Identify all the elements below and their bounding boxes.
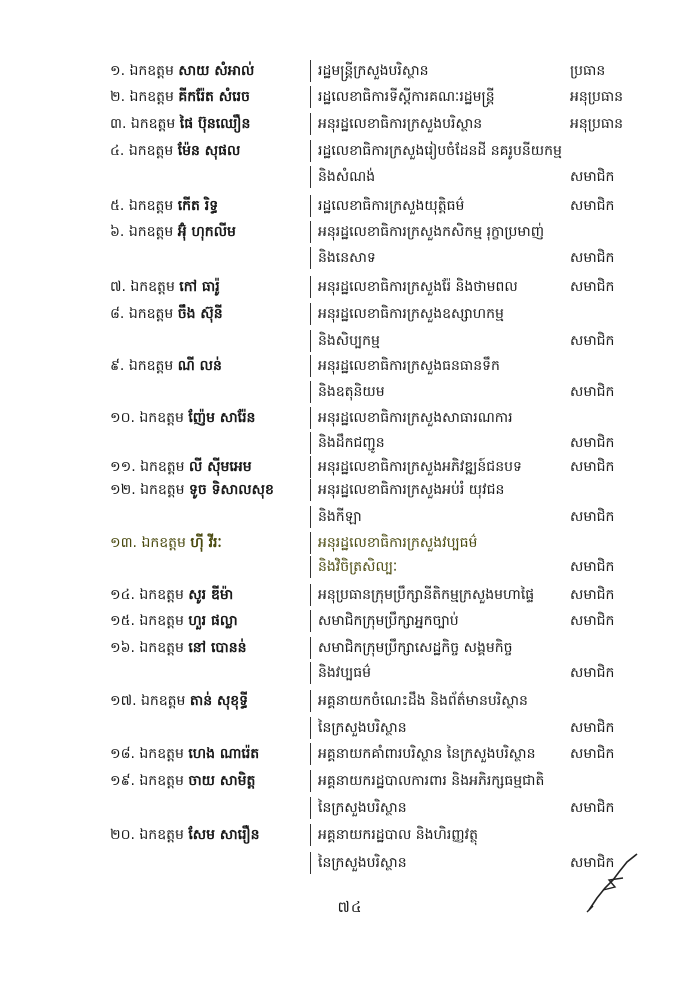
- member-name: ហេង ណារ៉េត: [188, 746, 260, 762]
- member-title-line: រដ្ឋលេខាធិការក្រសួងរៀបចំដែនដី នគរូបនីយកម្ម: [318, 143, 562, 159]
- member-number: ១៥.: [110, 613, 135, 629]
- member-title-line: សមាជិកក្រុមប្រឹក្សាអ្នកច្បាប់: [318, 613, 459, 629]
- member-name-cell: [110, 194, 305, 218]
- member-prefix: ឯកឧត្តម: [139, 613, 184, 629]
- member-title-line: និងវិចិត្រសិល្បៈ: [318, 559, 398, 575]
- member-prefix: ឯកឧត្តម: [128, 306, 174, 322]
- column-divider: [310, 60, 311, 82]
- member-title-line: អគ្គនាយករដ្ឋបាល និងហិរញ្ញវត្ថុ: [318, 827, 478, 843]
- column-divider: [310, 662, 311, 684]
- member-name: សាយ សំអាល់: [178, 63, 255, 79]
- page-number: ៧៤: [337, 898, 363, 916]
- column-divider: [310, 584, 311, 606]
- member-name-cell: [110, 478, 305, 502]
- member-role: អនុប្រធាន: [570, 89, 624, 105]
- member-role: សមាជិក: [570, 333, 615, 349]
- member-title-line: អនុរដ្ឋលេខាធិការក្រសួងអប់រំ យុវជន: [318, 482, 505, 498]
- member-title-line: នៃក្រសួងបរិស្ថាន: [318, 800, 407, 816]
- member-role: សមាជិក: [570, 250, 615, 266]
- column-divider: [310, 770, 311, 792]
- column-divider: [310, 717, 311, 739]
- member-number: ១៣.: [110, 535, 138, 551]
- member-name: កៅ ធារ៉ូ: [179, 279, 220, 295]
- column-divider: [310, 303, 311, 325]
- column-divider: [310, 140, 311, 162]
- member-name-cell: [110, 609, 305, 633]
- member-prefix: ឯកឧត្តម: [128, 143, 174, 159]
- member-prefix: ឯកឧត្តម: [139, 410, 184, 426]
- column-divider: [310, 276, 311, 298]
- column-divider: [310, 86, 311, 108]
- member-title-line: អនុរដ្ឋលេខាធិការក្រសួងកសិកម្ម រុក្ខាប្រមាញ់: [318, 224, 545, 240]
- column-divider: [310, 637, 311, 659]
- member-number: ៣.: [110, 116, 127, 132]
- member-name: អ៊ុំ ហុកលីម: [177, 224, 236, 240]
- member-prefix: ឯកឧត្តម: [139, 827, 184, 843]
- member-number: ១.: [110, 63, 126, 79]
- member-prefix: ឯកឧត្តម: [139, 640, 184, 656]
- member-title-line: និងនេសាទ: [318, 250, 376, 266]
- member-title-line: អនុប្រធានក្រុមប្រឹក្សានីតិកម្មក្រសួងមហាផ្ទៃ: [318, 587, 535, 603]
- column-divider: [310, 743, 311, 765]
- column-divider: [310, 432, 311, 454]
- member-name: ចឹង ស៊ុនី: [177, 306, 223, 322]
- member-number: ១៤.: [110, 587, 135, 603]
- member-role: សមាជិក: [570, 169, 615, 185]
- member-number: ៩.: [110, 358, 125, 374]
- member-number: ៦.: [110, 224, 125, 240]
- member-number: ១៩.: [110, 773, 135, 789]
- member-title-line: សមាជិកក្រុមប្រឹក្សាសេដ្ឋកិច្ច សង្គមកិច្ច: [318, 640, 513, 656]
- member-title-line: អនុរដ្ឋលេខាធិការក្រសួងវប្បធម៌: [318, 535, 478, 551]
- column-divider: [310, 479, 311, 501]
- member-role: សមាជិក: [570, 665, 615, 681]
- member-name-cell: [110, 742, 305, 766]
- column-divider: [310, 330, 311, 352]
- column-divider: [310, 407, 311, 429]
- member-role: សមាជិក: [570, 613, 615, 629]
- member-number: ៨.: [110, 306, 125, 322]
- member-title-line: នៃក្រសួងបរិស្ថាន: [318, 855, 407, 871]
- member-prefix: ឯកឧត្តម: [128, 198, 174, 214]
- member-name-cell: [110, 139, 305, 163]
- member-name: សែម សារឿន: [188, 827, 260, 843]
- member-prefix: ឯកឧត្តម: [139, 587, 184, 603]
- member-title-line: អគ្គនាយកចំណេះដឹង និងព័ត៌មានបរិស្ថាន: [318, 693, 528, 709]
- member-number: ១៧.: [110, 693, 137, 709]
- member-number: ២០.: [110, 827, 135, 843]
- member-title-line: អនុរដ្ឋលេខាធិការក្រសួងឧស្សាហកម្ម: [318, 306, 504, 322]
- member-name-cell: [110, 85, 305, 109]
- column-divider: [310, 113, 311, 135]
- column-divider: [310, 690, 311, 712]
- member-name-cell: [110, 531, 305, 555]
- member-title-line: និងដឹកជញ្ជូន: [318, 435, 385, 451]
- member-title-line: និងវប្បធម៌: [318, 665, 372, 681]
- member-number: ១៦.: [110, 640, 135, 656]
- member-name-cell: [110, 59, 305, 83]
- member-title-line: រដ្ឋលេខាធិការក្រសួងយុត្តិធម៌: [318, 198, 465, 214]
- member-title-line: និងសិប្បកម្ម: [318, 333, 380, 349]
- column-divider: [310, 381, 311, 403]
- member-role: សមាជិក: [570, 746, 615, 762]
- member-role: ប្រធាន: [570, 63, 606, 79]
- column-divider: [310, 532, 311, 554]
- column-divider: [310, 556, 311, 578]
- member-title-line: និងសំណង់: [318, 169, 376, 185]
- member-name-cell: [110, 275, 305, 299]
- member-name-cell: [110, 689, 305, 713]
- member-name-cell: [110, 636, 305, 660]
- column-divider: [310, 610, 311, 632]
- member-number: ១០.: [110, 410, 135, 426]
- member-title-line: នៃក្រសួងបរិស្ថាន: [318, 720, 407, 736]
- member-name: ញ៉ែម សារ៉ែន: [188, 410, 256, 426]
- member-title-line: រដ្ឋលេខាធិការទីស្តីការគណៈរដ្ឋមន្ត្រី: [318, 89, 495, 105]
- member-number: ៤.: [110, 143, 125, 159]
- member-title-line: និងឧតុនិយម: [318, 384, 385, 400]
- column-divider: [310, 852, 311, 874]
- member-prefix: ឯកឧត្តម: [141, 535, 186, 551]
- member-role: សមាជិក: [570, 800, 615, 816]
- member-prefix: ឯកឧត្តម: [129, 89, 174, 105]
- member-role: សមាជិក: [570, 855, 615, 871]
- member-role: សមាជិក: [570, 198, 615, 214]
- member-number: ៧.: [110, 279, 126, 295]
- member-name: ចាយ សាមិត្ត: [188, 773, 256, 789]
- member-name-cell: [110, 769, 305, 793]
- member-name-cell: [110, 112, 305, 136]
- member-name: នៅ បោនន់: [188, 640, 247, 656]
- member-name: ណី លន់: [177, 358, 222, 374]
- member-role: សមាជិក: [570, 435, 615, 451]
- member-prefix: ឯកឧត្តម: [128, 224, 174, 240]
- column-divider: [310, 195, 311, 217]
- member-name-cell: [110, 823, 305, 847]
- member-name: ហួរ ផល្លា: [188, 613, 238, 629]
- member-title-line: អនុរដ្ឋលេខាធិការក្រសួងធនធានទឹក: [318, 358, 500, 374]
- member-name-cell: [110, 302, 305, 326]
- signature-mark: [583, 850, 643, 915]
- column-divider: [310, 824, 311, 846]
- member-prefix: ឯកឧត្តម: [140, 459, 185, 475]
- member-title-line: អនុរដ្ឋលេខាធិការក្រសួងរ៉ែ និងថាមពល: [318, 279, 518, 295]
- member-name-cell: [110, 406, 305, 430]
- member-prefix: ឯកឧត្តម: [129, 63, 174, 79]
- member-title-line: អនុរដ្ឋលេខាធិការក្រសួងសាធារណការ: [318, 410, 513, 426]
- column-divider: [310, 166, 311, 188]
- column-divider: [310, 506, 311, 528]
- member-prefix: ឯកឧត្តម: [140, 482, 185, 498]
- member-role: សមាជិក: [570, 384, 615, 400]
- member-name-cell: [110, 354, 305, 378]
- member-name: កើត រិទ្ធ: [177, 198, 219, 214]
- member-role: សមាជិក: [570, 587, 615, 603]
- member-name: លី ស៊ីមអេម: [189, 459, 252, 475]
- column-divider: [310, 456, 311, 478]
- member-number: ១៨.: [110, 746, 135, 762]
- column-divider: [310, 247, 311, 269]
- member-number: ១១.: [110, 459, 136, 475]
- member-title-line: អនុរដ្ឋលេខាធិការក្រសួងបរិស្ថាន: [318, 116, 483, 132]
- member-prefix: ឯកឧត្តម: [130, 116, 176, 132]
- member-prefix: ឯកឧត្តម: [128, 358, 174, 374]
- member-name-cell: [110, 583, 305, 607]
- member-title-line: អគ្គនាយកគាំពារបរិស្ថាន នៃក្រសួងបរិស្ថាន: [318, 746, 536, 762]
- member-role: សមាជិក: [570, 279, 615, 295]
- member-name-cell: [110, 455, 305, 479]
- member-name: ហ៊ី វីរៈ: [190, 535, 222, 551]
- member-role: សមាជិក: [570, 559, 615, 575]
- column-divider: [310, 355, 311, 377]
- member-title-line: អគ្គនាយករដ្ឋបាលការពារ និងអភិរក្សធម្មជាតិ: [318, 773, 545, 789]
- member-title-line: រដ្ឋមន្ត្រីក្រសួងបរិស្ថាន: [318, 63, 429, 79]
- member-name: គីករ៉ែត សំរេច: [178, 89, 250, 105]
- member-number: ១២.: [110, 482, 136, 498]
- member-number: ៥.: [110, 198, 125, 214]
- member-number: ២.: [110, 89, 126, 105]
- member-title-line: និងកីឡា: [318, 509, 362, 525]
- member-prefix: ឯកឧត្តម: [139, 746, 184, 762]
- member-role: សមាជិក: [570, 509, 615, 525]
- column-divider: [310, 797, 311, 819]
- member-name: ផៃ ប៊ុនឈឿន: [179, 116, 251, 132]
- member-name: តាន់ សុខុទ្ធី: [189, 693, 249, 709]
- member-title-line: អនុរដ្ឋលេខាធិការក្រសួងអភិវឌ្ឍន៍ជនបទ: [318, 459, 522, 475]
- member-prefix: ឯកឧត្តម: [140, 693, 186, 709]
- member-role: អនុប្រធាន: [570, 116, 624, 132]
- member-name: សូរ ឌីម៉ា: [188, 587, 234, 603]
- column-divider: [310, 221, 311, 243]
- member-role: សមាជិក: [570, 459, 615, 475]
- member-prefix: ឯកឧត្តម: [130, 279, 175, 295]
- member-name: ម៉ែន សុផល: [177, 143, 241, 159]
- member-prefix: ឯកឧត្តម: [139, 773, 184, 789]
- member-name: ទូច ទិសាលសុខ: [189, 482, 274, 498]
- member-name-cell: [110, 220, 305, 244]
- member-role: សមាជិក: [570, 720, 615, 736]
